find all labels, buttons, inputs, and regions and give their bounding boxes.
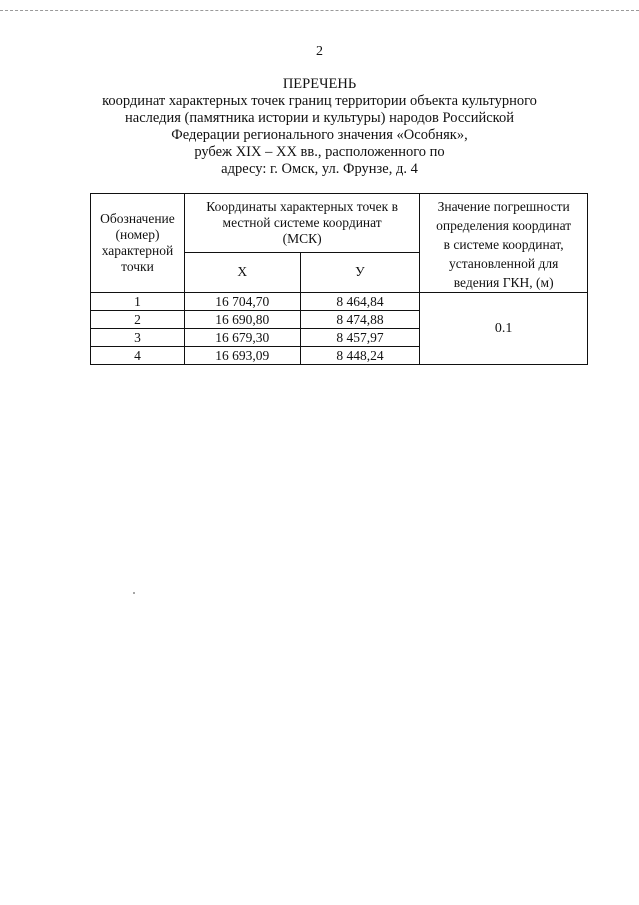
coord-x: 16 679,30 <box>184 329 300 347</box>
heading-line: рубеж XIX – XX вв., расположенного по <box>194 144 445 160</box>
coord-x: 16 704,70 <box>184 293 300 311</box>
table-row <box>91 293 588 311</box>
header-coordinates: Координаты характерных точек в местной системе координат (МСК) <box>184 194 419 253</box>
header-point-designation: Обозначение (номер) характерной точки <box>91 194 185 293</box>
accuracy-value: 0.1 <box>420 293 588 365</box>
coord-y: 8 457,97 <box>300 329 420 347</box>
scan-edge-line <box>0 10 639 11</box>
point-number: 2 <box>91 311 185 329</box>
coordinates-table <box>90 193 588 365</box>
page-number: 2 <box>316 44 323 59</box>
scan-speck <box>133 592 135 594</box>
coord-y: 8 464,84 <box>300 293 420 311</box>
coord-y: 8 474,88 <box>300 311 420 329</box>
heading-title: ПЕРЕЧЕНЬ <box>282 76 357 92</box>
coord-x: 16 693,09 <box>184 347 300 365</box>
heading-line: адресу: г. Омск, ул. Фрунзе, д. 4 <box>221 161 418 177</box>
document-heading <box>0 76 639 178</box>
header-y: У <box>300 252 420 292</box>
point-number: 1 <box>91 293 185 311</box>
coord-x: 16 690,80 <box>184 311 300 329</box>
heading-line: координат характерных точек границ территории объекта культурного <box>102 93 537 109</box>
header-accuracy: Значение погрешности определения координат в системе координат, установленной для ведения ГКН, (м) <box>420 194 588 293</box>
heading-line: наследия (памятника истории и культуры) народов Российской <box>125 110 514 126</box>
point-number: 4 <box>91 347 185 365</box>
heading-line: Федерации регионального значения «Особняк», <box>171 127 468 143</box>
point-number: 3 <box>91 329 185 347</box>
coord-y: 8 448,24 <box>300 347 420 365</box>
header-x: X <box>184 252 300 292</box>
